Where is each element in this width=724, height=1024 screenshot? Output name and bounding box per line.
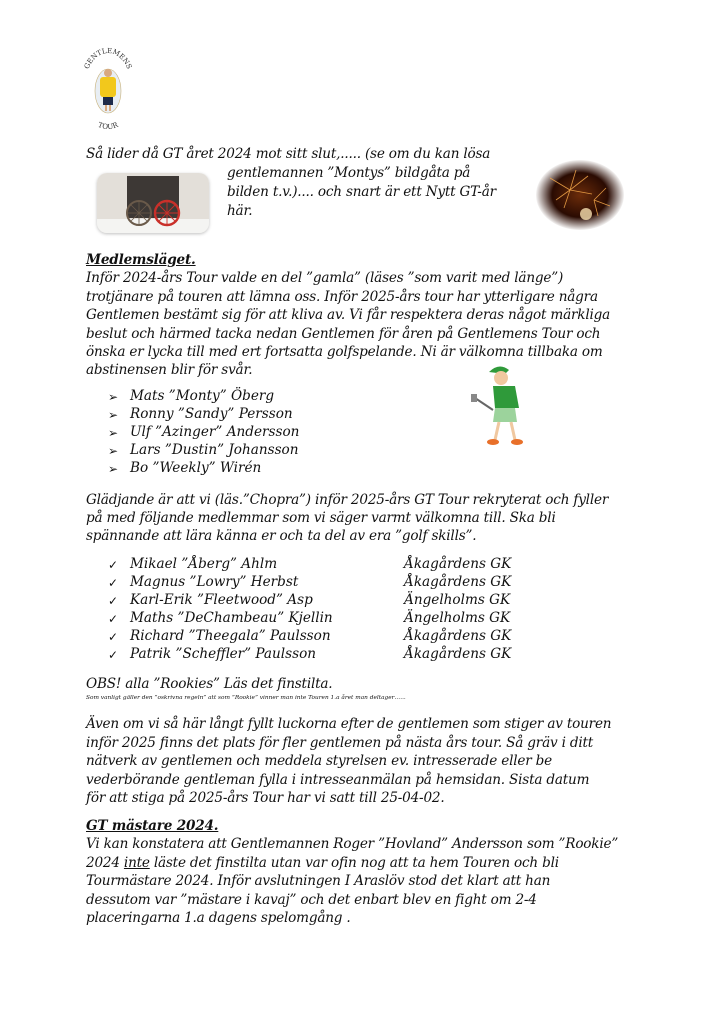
checkmark-icon: ✓ [108, 648, 119, 662]
champion-heading: GT mästare 2024. [86, 818, 219, 834]
svg-text:TOUR [97, 121, 120, 132]
new-member-name: Patrik ”Scheffler” Paulsson [130, 646, 317, 662]
new-member-club: Ängelholms GK [404, 592, 511, 608]
leaving-member: Ronny ”Sandy” Persson [130, 406, 293, 422]
open-spots-line: vederbörande gentleman fylla i intresseanmälan på hemsidan. Sista datum [86, 772, 590, 788]
intro-line-2: gentlemannen ”Montys” bildgåta på [227, 165, 471, 181]
new-member-club: Åkagårdens GK [404, 574, 512, 590]
checkmark-icon: ✓ [108, 594, 119, 608]
new-member-club: Åkagårdens GK [404, 646, 512, 662]
new-member-club: Åkagårdens GK [404, 556, 512, 572]
recruit-paragraph-line: på med följande medlemmar som vi säger varmt välkomna till. Ska bli [86, 510, 556, 526]
members-paragraph-line: Inför 2024-års Tour valde en del ”gamla” (läses ”som varit med länge”) [86, 270, 564, 286]
fine-print: Som vanligt gäller den ”oskrivna regeln” att som ”Rookie” vinner man inte Touren 1.a året man deltager…... [86, 695, 406, 701]
recruit-paragraph-line: Glädjande är att vi (läs.”Chopra”) inför 2025-års GT Tour rekryterat och fyller [86, 492, 609, 508]
recruit-paragraph-line: spännande att lära känna er och ta del av era ”golf skills”. [86, 528, 477, 544]
new-member-name: Richard ”Theegala” Paulsson [130, 628, 331, 644]
members-paragraph-line: Gentlemen bestämt sig för att kliva av. Vi får respektera deras något märkliga [86, 307, 611, 323]
obs-rookies-note: OBS! alla ”Rookies” Läs det finstilta. [86, 676, 333, 692]
angry-golfer-cartoon [465, 362, 537, 450]
new-member-name: Magnus ”Lowry” Herbst [130, 574, 299, 590]
gentlemens-tour-logo [78, 45, 138, 137]
members-paragraph-line: trotjänare på touren att lämna oss. Inför 2025-års tour har ytterligare några [86, 289, 598, 305]
new-member-name: Mikael ”Åberg” Ahlm [130, 556, 278, 572]
intro-line-3: bilden t.v.).... och snart är ett Nytt GT-år [227, 184, 496, 200]
arrow-bullet-icon: ➢ [108, 390, 119, 404]
arrow-bullet-icon: ➢ [108, 408, 119, 422]
leaving-member: Bo ”Weekly” Wirén [130, 460, 262, 476]
new-member-name: Maths ”DeChambeau” Kjellin [130, 610, 333, 626]
champion-line-post: läste det finstilta utan var ofin nog att ta hem Touren och bli [149, 855, 559, 871]
arrow-bullet-icon: ➢ [108, 444, 119, 458]
wagon-wheels-photo [97, 173, 209, 233]
members-paragraph-line: abstinensen blir för svår. [86, 362, 253, 378]
intro-line-1: Så lider då GT året 2024 mot sitt slut,..... (se om du kan lösa [86, 146, 491, 162]
open-spots-line: inför 2025 finns det plats för fler gentlemen på nästa års tour. Så gräv i ditt [86, 735, 594, 751]
new-member-club: Ängelholms GK [404, 610, 511, 626]
champion-line-pre: 2024 [86, 855, 124, 871]
open-spots-line: Även om vi så här långt fyllt luckorna efter de gentlemen som stiger av touren [86, 716, 612, 732]
svg-text:GENTLEMENS [83, 47, 133, 71]
underlined-word: inte [123, 855, 150, 871]
new-member-name: Karl-Erik ”Fleetwood” Asp [130, 592, 313, 608]
intro-line-4: här. [227, 203, 253, 219]
checkmark-icon: ✓ [108, 630, 119, 644]
new-member-club: Åkagårdens GK [404, 628, 512, 644]
champion-line: Vi kan konstatera att Gentlemannen Roger ”Hovland” Andersson som ”Rookie” [86, 836, 619, 852]
champion-line: placeringarna 1.a dagens spelomgång . [86, 910, 351, 926]
checkmark-icon: ✓ [108, 612, 119, 626]
leaving-member: Mats ”Monty” Öberg [130, 388, 275, 404]
champion-line: Tourmästare 2024. Inför avslutningen I Araslöv stod det klart att han [86, 873, 551, 889]
members-paragraph-line: önska er lycka till med ert fortsatta golfspelande. Ni är välkomna tillbaka om [86, 344, 603, 360]
members-heading: Medlemsläget. [86, 252, 196, 268]
arrow-bullet-icon: ➢ [108, 426, 119, 440]
members-paragraph-line: beslut och härmed tacka nedan Gentlemen för åren på Gentlemens Tour och [86, 326, 601, 342]
champion-line: dessutom var ”mästare i kavaj” och det enbart blev en fight om 2-4 [86, 892, 537, 908]
checkmark-icon: ✓ [108, 576, 119, 590]
fireworks-image [536, 160, 624, 230]
logo-bottom-text: TOUR [96, 120, 120, 132]
checkmark-icon: ✓ [108, 558, 119, 572]
champion-line [86, 855, 559, 871]
open-spots-line: nätverk av gentlemen och meddela styrelsen ev. intresserade eller be [86, 753, 552, 769]
open-spots-line: för att stiga på 2025-års Tour har vi satt till 25-04-02. [86, 790, 445, 806]
leaving-member: Ulf ”Azinger” Andersson [130, 424, 300, 440]
arrow-bullet-icon: ➢ [108, 462, 119, 476]
leaving-member: Lars ”Dustin” Johansson [130, 442, 299, 458]
logo-top-text: GENTLEMENS [82, 46, 134, 71]
